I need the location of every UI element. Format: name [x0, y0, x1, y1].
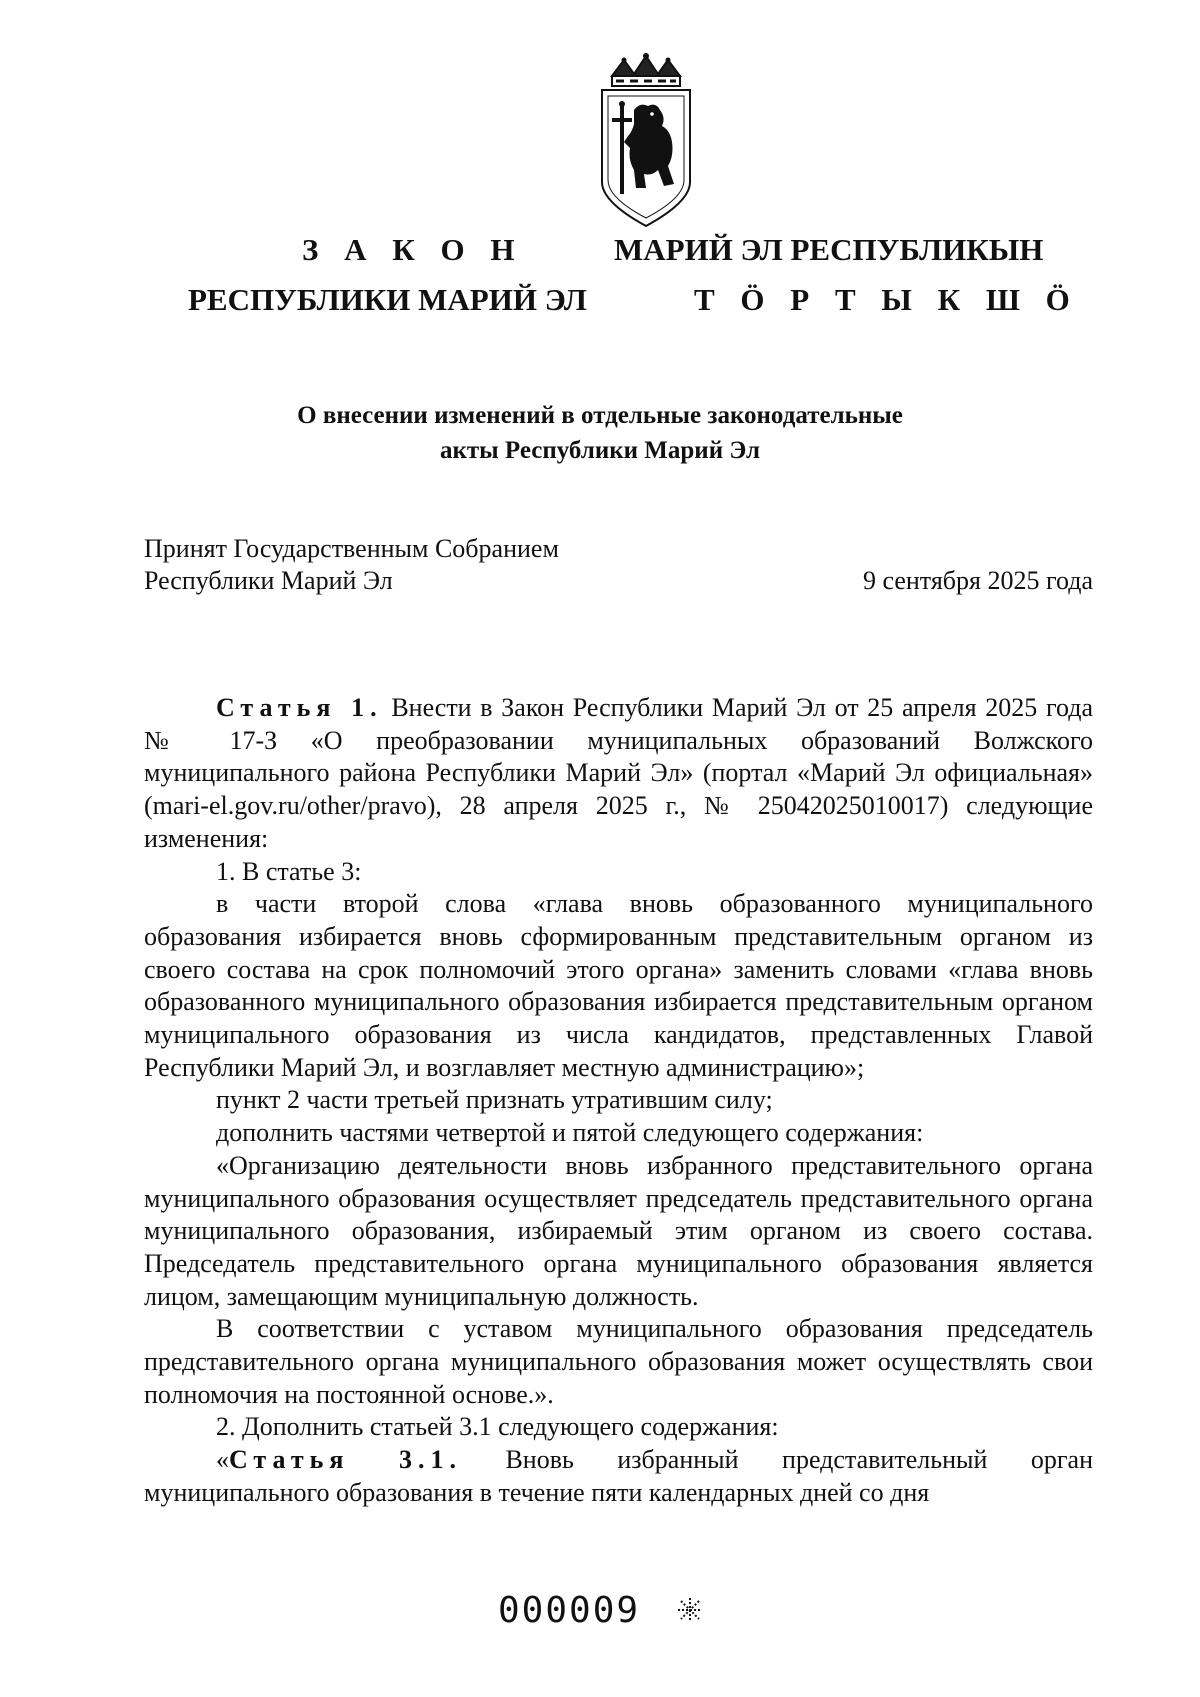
header-title-left: З А К О Н	[302, 232, 524, 267]
paragraph-quote-2: В соответствии с уставом муниципального образования председатель представительного органа муниципального образования может осуществлять свои полномочия на постоянной основе.».	[144, 1314, 1093, 1409]
paragraph-add-parts: дополнить частями четвертой и пятой следующего содержания:	[216, 1118, 924, 1148]
law-subject	[200, 398, 1000, 468]
law-subject-line1: О внесении изменений в отдельные законодательные	[297, 402, 903, 429]
article-1-paragraph	[144, 692, 1093, 856]
coat-of-arms-emblem	[594, 52, 698, 228]
article-3-1-text: Вновь избранный представительный орган муниципального образования в течение пяти календарных дней со дня	[144, 1445, 1093, 1507]
header-title-right: МАРИЙ ЭЛ РЕСПУБЛИКЫН	[614, 232, 1044, 267]
document-serial-number: 000009	[498, 1590, 641, 1631]
paragraph-item-1: 1. В статье 3:	[216, 856, 362, 886]
article-1-label: Статья 1.	[216, 693, 383, 722]
adoption-line1: Принят Государственным Собранием	[144, 534, 559, 563]
law-body	[144, 692, 1093, 1510]
article-3-1-label: Статья 3.1.	[229, 1445, 462, 1475]
law-subject-line2: акты Республики Марий Эл	[439, 437, 761, 464]
adoption-line2: Республики Марий Эл	[144, 566, 393, 595]
header-subtitle-left: РЕСПУБЛИКИ МАРИЙ ЭЛ	[188, 282, 587, 317]
article-3-1-quote: «	[216, 1445, 229, 1475]
paragraph-part-two: в части второй слова «глава вновь образованного муниципального образования избирается вновь сформированным представительным органом из своего состава на срок полномочий этого органа» заменить словами «глава вновь образованного муниципального образования избирается представительным органом муниципального образования из числа кандидатов, представленных Главой Республики Марий Эл, и возглавляет местную администрацию»;	[144, 889, 1093, 1082]
article-3-1-paragraph	[144, 1444, 1093, 1509]
article-1-text: Внести в Закон Республики Марий Эл от 25 апреля 2025 года № 17-З «О преобразовании муниципальных образований Волжского муниципального района Республики Марий Эл» (портал «Марий Эл официальная» (mari-el.gov.ru/other/pravo), 28 апреля 2025 г., № 25042025010017) следующие изменения:	[144, 693, 1093, 853]
asterisk-mark-icon	[676, 1596, 704, 1624]
paragraph-quote-1: «Организацию деятельности вновь избранного представительного органа муниципального образования осуществляет председатель представительного органа муниципального образования, избираемый этим органом из своего состава. Председатель представительного органа муниципального образования является лицом, замещающим муниципальную должность.	[144, 1150, 1093, 1311]
paragraph-item-2: 2. Дополнить статьей 3.1 следующего содержания:	[216, 1412, 779, 1442]
adoption-date: 9 сентября 2025 года	[862, 566, 1093, 595]
header-subtitle-right: Т Ӧ Р Т Ы К Ш Ӧ	[694, 282, 1079, 317]
paragraph-point-2: пункт 2 части третьей признать утратившим силу;	[216, 1085, 773, 1115]
